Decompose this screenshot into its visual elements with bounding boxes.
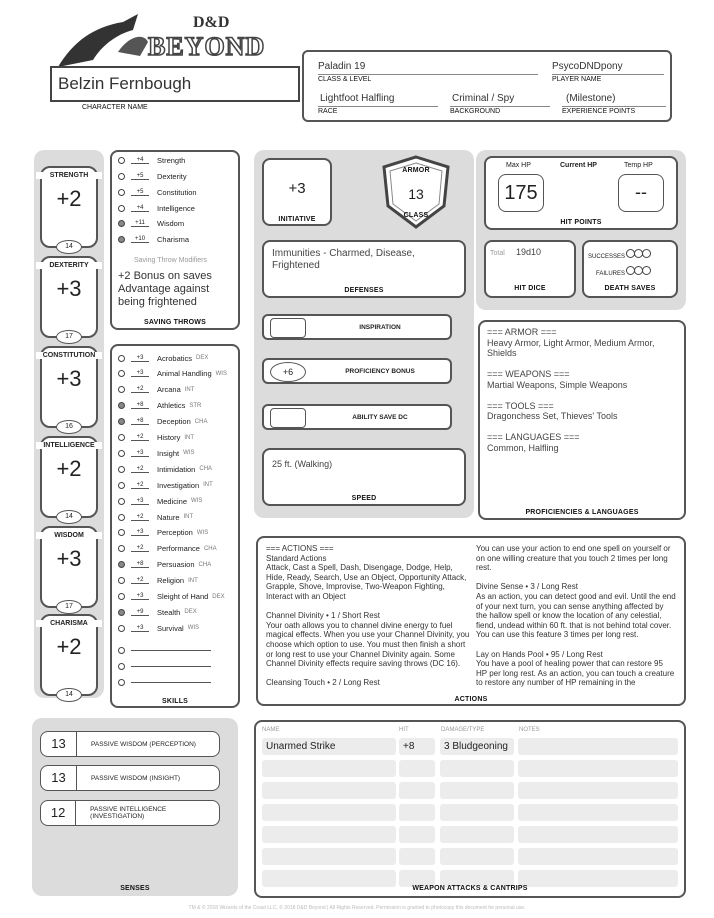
weapon-cell-name[interactable] — [262, 760, 396, 777]
current-hp-label: Current HP — [560, 162, 597, 169]
dnd-beyond-logo — [48, 12, 288, 72]
skill-row[interactable] — [118, 367, 227, 381]
sense-value[interactable]: 13 — [41, 732, 77, 756]
save-bonus: +5 — [131, 189, 149, 196]
xp-value[interactable]: (Milestone) — [566, 93, 616, 104]
sense-passive-investigation — [40, 800, 220, 826]
ability-name: WISDOM — [36, 532, 102, 539]
proficiency-dot[interactable] — [118, 386, 125, 393]
save-strength[interactable] — [118, 153, 185, 167]
skill-name: Nature — [157, 512, 180, 522]
skill-name: Perception — [157, 528, 193, 538]
skill-blank[interactable] — [118, 643, 211, 657]
skill-row[interactable] — [118, 542, 217, 556]
skill-ability: CHA — [199, 466, 213, 473]
skill-ability: WIS — [183, 450, 195, 457]
death-save-successes — [588, 249, 651, 260]
ability-modifier[interactable]: +3 — [56, 366, 82, 391]
weapon-cell-name[interactable] — [262, 826, 396, 843]
ability-name: INTELLIGENCE — [36, 442, 102, 449]
skill-blank[interactable] — [118, 659, 211, 673]
proficiency-dot[interactable] — [118, 625, 125, 632]
proficiency-dot[interactable] — [118, 355, 125, 362]
ability-strength — [40, 166, 98, 248]
proficiency-dot[interactable] — [118, 561, 125, 568]
save-bonus: +5 — [131, 173, 149, 180]
save-intelligence[interactable] — [118, 201, 195, 215]
sense-label: PASSIVE INTELLIGENCE (INVESTIGATION) — [90, 806, 167, 820]
skill-ability: CHA — [198, 561, 212, 568]
ability-intelligence — [40, 436, 98, 518]
skill-name: Intimidation — [157, 464, 196, 474]
proficiency-dot[interactable] — [118, 220, 125, 227]
sense-label: PASSIVE WISDOM (PERCEPTION) — [91, 740, 196, 748]
skill-ability: WIS — [196, 529, 209, 536]
skill-bonus: +3 — [131, 498, 149, 505]
speed-label: SPEED — [351, 495, 377, 502]
skill-name: Deception — [157, 417, 191, 427]
proficiency-dot[interactable] — [118, 205, 125, 212]
proficiency-dot[interactable] — [118, 236, 125, 243]
ability-dexterity — [40, 256, 98, 338]
proficiencies-text[interactable]: === ARMOR === Heavy Armor, Light Armor, Medium Armor, Shields === WEAPONS === Martial Weapons, Simple Weapons === TOOLS === Dragonchess Set, Thieves' Tools === LANGUAGES === Common, Halfling — [487, 327, 655, 453]
hit-dice-total-value[interactable]: 19d10 — [516, 247, 542, 257]
skill-row[interactable] — [118, 590, 225, 604]
skill-ability: CHA — [203, 545, 217, 552]
background-value[interactable]: Criminal / Spy — [452, 93, 515, 104]
player-name-label: PLAYER NAME — [552, 74, 664, 83]
skills-title: SKILLS — [161, 698, 189, 705]
skill-name: Animal Handling — [157, 369, 212, 379]
weapons-header-hit: HIT — [399, 727, 409, 733]
proficiency-dot[interactable] — [118, 514, 125, 521]
proficiency-label: PROFICIENCY BONUS — [345, 368, 415, 375]
skill-bonus: +8 — [131, 402, 149, 409]
proficiency-dot[interactable] — [118, 577, 125, 584]
proficiency-dot[interactable] — [118, 402, 125, 409]
max-hp-label: Max HP — [506, 162, 531, 169]
save-bonus: +4 — [131, 205, 149, 212]
skill-bonus: +8 — [131, 561, 149, 568]
ability-modifier[interactable]: +2 — [56, 634, 82, 659]
weapon-cell-hit[interactable] — [399, 804, 435, 821]
skill-row[interactable] — [118, 558, 211, 572]
proficiency-dot[interactable] — [118, 450, 125, 457]
weapon-cell-notes[interactable] — [518, 760, 678, 777]
actions-text-left[interactable]: === ACTIONS === Standard Actions Attack, Cast a Spell, Dash, Disengage, Dodge, Help, Hide, Ready, Search, Use an Object, Opportunity Attack, Grapple, Shove, Improvise, Two-Weapon Fighting, Interact with an Object Channel Divinity • 1 / Short Rest Your oath allows you to channel divine energy to fuel magical effects. When you use your Channel Divinity, you choose which option to use. You must then finish a short or long rest to use your Channel Divinity again. Some Channel Divinity effects require saving throws (DC 16). Cleansing Touch • 2 / Long Rest — [266, 544, 470, 688]
weapon-cell-damage[interactable] — [440, 782, 514, 799]
initiative-value[interactable]: +3 — [288, 180, 306, 197]
skill-row[interactable] — [118, 399, 201, 413]
death-saves-title: DEATH SAVES — [604, 285, 656, 292]
proficiency-dot[interactable] — [118, 370, 125, 377]
weapon-cell-hit[interactable] — [399, 760, 435, 777]
initiative-label: INITIATIVE — [278, 216, 316, 223]
sense-passive-insight — [40, 765, 220, 791]
save-dc-value[interactable] — [270, 408, 306, 428]
skill-name: Insight — [157, 448, 180, 458]
proficiency-dot[interactable] — [118, 434, 125, 441]
save-name: Constitution — [157, 187, 197, 197]
proficiency-dot[interactable] — [118, 545, 125, 552]
death-save-successes-label: SUCCESSES — [588, 254, 626, 260]
weapon-cell-hit[interactable] — [399, 826, 435, 843]
logo-beyond-text: BEYOND — [148, 32, 266, 61]
temp-hp-value[interactable]: -- — [635, 182, 647, 202]
success-circle[interactable] — [642, 249, 651, 258]
skill-name: Arcana — [157, 385, 181, 395]
skill-bonus: +3 — [131, 593, 149, 600]
weapon-cell-name[interactable]: Unarmed Strike — [262, 738, 396, 755]
ability-modifier[interactable]: +3 — [56, 276, 82, 301]
weapon-cell-damage[interactable] — [440, 848, 514, 865]
weapon-cell-name[interactable] — [262, 804, 396, 821]
skill-ability: DEX — [196, 355, 209, 361]
race-label: RACE — [318, 106, 438, 115]
defenses-text[interactable]: Immunities - Charmed, Disease, Frightened — [272, 248, 415, 271]
weapons-header-name: NAME — [262, 727, 280, 733]
skill-row[interactable] — [118, 431, 194, 445]
ability-score[interactable]: 17 — [56, 330, 82, 344]
skill-bonus: +3 — [131, 529, 149, 536]
save-wisdom[interactable] — [118, 216, 184, 230]
proficiency-dot[interactable] — [118, 189, 125, 196]
weapon-cell-damage[interactable] — [440, 826, 514, 843]
save-bonus: +11 — [131, 220, 149, 227]
proficiency-dot[interactable] — [118, 679, 125, 686]
sense-passive-perception — [40, 731, 220, 757]
ability-modifier[interactable]: +2 — [56, 456, 82, 481]
failure-circle[interactable] — [642, 266, 651, 275]
skill-row[interactable] — [118, 494, 202, 508]
skill-row[interactable] — [118, 383, 194, 397]
skill-bonus: +9 — [131, 609, 149, 616]
weapon-cell-name[interactable] — [262, 782, 396, 799]
skill-ability: INT — [184, 434, 195, 441]
footer-copyright: TM & © 2018 Wizards of the Coast LLC. © 2018 D&D Beyond | All Rights Reserved. Permission is granted to photocopy this document for personal use. — [188, 905, 526, 911]
ability-charisma — [40, 614, 98, 696]
skill-blank[interactable] — [118, 675, 211, 689]
saving-throw-modifiers-text[interactable]: +2 Bonus on saves Advantage against being frightened — [118, 270, 212, 308]
weapons-header-damage: DAMAGE/TYPE — [441, 727, 485, 733]
skill-row[interactable] — [118, 526, 208, 540]
skill-row[interactable] — [118, 462, 212, 476]
save-name: Charisma — [157, 234, 190, 244]
skill-bonus: +2 — [131, 386, 149, 393]
skill-row[interactable] — [118, 415, 207, 429]
save-dc-label: ABILITY SAVE DC — [352, 414, 408, 421]
ability-score[interactable]: 16 — [56, 420, 82, 434]
ability-constitution — [40, 346, 98, 428]
skill-ability: DEX — [184, 609, 197, 616]
ability-name: STRENGTH — [36, 172, 102, 179]
skill-ability: WIS — [215, 370, 227, 377]
save-name: Dexterity — [157, 171, 187, 181]
proficiency-dot[interactable] — [118, 609, 125, 616]
ability-score[interactable]: 14 — [56, 688, 82, 702]
proficiency-dot[interactable] — [118, 647, 125, 654]
senses-title: SENSES — [120, 885, 150, 892]
skill-bonus: +3 — [131, 370, 149, 377]
skill-ability: INT — [184, 386, 195, 393]
ability-score[interactable]: 14 — [56, 510, 82, 524]
skill-bonus: +3 — [131, 355, 149, 362]
weapon-cell-hit[interactable]: +8 — [399, 738, 435, 755]
ability-modifier[interactable]: +2 — [56, 186, 82, 211]
skill-bonus: +3 — [131, 450, 149, 457]
max-hp-value[interactable]: 175 — [504, 182, 538, 204]
inspiration-label: INSPIRATION — [359, 324, 401, 331]
save-dexterity[interactable] — [118, 169, 187, 183]
skill-bonus: +2 — [131, 434, 149, 441]
skill-name: Stealth — [157, 607, 181, 617]
skill-row[interactable] — [118, 574, 198, 588]
skill-row[interactable] — [118, 351, 208, 365]
proficiency-dot[interactable] — [118, 482, 125, 489]
race-value[interactable]: Lightfoot Halfling — [320, 93, 395, 104]
weapon-cell-notes[interactable] — [518, 804, 678, 821]
proficiency-dot[interactable] — [118, 157, 125, 164]
weapon-cell-notes[interactable] — [518, 826, 678, 843]
skill-bonus: +2 — [131, 482, 149, 489]
skill-name: Persuasion — [157, 560, 195, 570]
class-level-value[interactable]: Paladin 19 — [318, 61, 366, 72]
player-name-value[interactable]: PsycoDNDpony — [552, 61, 623, 72]
skill-ability: INT — [203, 482, 213, 489]
skill-name: Sleight of Hand — [157, 592, 209, 601]
speed-value[interactable]: 25 ft. (Walking) — [272, 459, 333, 469]
skill-ability: INT — [183, 514, 194, 520]
proficiency-dot[interactable] — [118, 418, 125, 425]
character-name-label: CHARACTER NAME — [82, 104, 148, 111]
skill-bonus: +3 — [131, 625, 149, 632]
proficiency-value[interactable]: +6 — [270, 362, 306, 382]
sense-label: PASSIVE WISDOM (INSIGHT) — [91, 774, 181, 782]
skill-name: Religion — [157, 576, 185, 586]
defenses-label: DEFENSES — [344, 287, 384, 294]
skill-row[interactable] — [118, 605, 197, 619]
ability-name: CHARISMA — [36, 620, 102, 627]
weapon-cell-notes[interactable] — [518, 782, 678, 799]
save-dc-bar — [262, 404, 452, 430]
weapons-title: WEAPON ATTACKS & CANTRIPS — [412, 885, 528, 892]
save-name: Wisdom — [157, 218, 185, 228]
ability-score[interactable]: 14 — [56, 240, 82, 254]
save-bonus: +10 — [131, 236, 149, 243]
skill-row[interactable] — [118, 478, 213, 492]
hit-points-title: HIT POINTS — [560, 219, 602, 226]
skill-name: Acrobatics — [157, 353, 193, 363]
actions-title: ACTIONS — [454, 696, 488, 703]
weapon-cell-name[interactable] — [262, 848, 396, 865]
save-bonus: +4 — [131, 157, 149, 164]
armor-class-label: CLASS — [403, 212, 429, 219]
proficiency-dot[interactable] — [118, 593, 125, 600]
class-level-label: CLASS & LEVEL — [318, 74, 538, 83]
proficiency-dot[interactable] — [118, 663, 125, 670]
skill-ability: DEX — [212, 593, 225, 600]
sense-value[interactable]: 13 — [41, 766, 77, 790]
weapon-cell-damage[interactable] — [440, 804, 514, 821]
saving-throw-modifiers-label: Saving Throw Modifiers — [134, 257, 208, 264]
ability-name: DEXTERITY — [36, 262, 102, 269]
skill-name: Medicine — [157, 496, 188, 506]
skill-ability: STR — [189, 402, 202, 409]
save-name: Intelligence — [157, 203, 195, 213]
proficiency-dot[interactable] — [118, 173, 125, 180]
hit-dice-title: HIT DICE — [514, 285, 546, 292]
ability-modifier[interactable]: +3 — [56, 546, 82, 571]
ability-wisdom — [40, 526, 98, 608]
ability-score[interactable]: 17 — [56, 600, 82, 614]
character-name[interactable]: Belzin Fernbough — [58, 74, 192, 93]
skill-ability: WIS — [191, 498, 203, 505]
actions-text-right[interactable]: You can use your action to end one spell on yourself or on one willing creature that you touch 2 times per long rest. Divine Sense • 3 / Long Rest As an action, you can detect good and evil. Until the end of your next turn, you can sense anything affected by the hallow spell or know the location of any celestial, fiend, undead within 60 ft. that is not behind total cover. You can use this feature 3 times per long rest. Lay on Hands Pool • 95 / Long Rest You have a pool of healing power that can restore 95 HP per long rest. As an action, you can touch a creature to restore any number of HP remaining in the — [476, 544, 676, 688]
death-save-failures-label: FAILURES — [596, 271, 626, 277]
temp-hp-label: Temp HP — [624, 162, 653, 169]
skill-ability: WIS — [187, 625, 200, 632]
save-name: Strength — [157, 155, 186, 165]
weapon-cell-hit[interactable] — [399, 782, 435, 799]
saving-throws-title: SAVING THROWS — [144, 319, 206, 326]
current-hp-value[interactable] — [552, 174, 610, 212]
skill-row[interactable] — [118, 510, 193, 524]
weapon-cell-damage[interactable]: 3 Bludgeoning — [440, 738, 514, 755]
sense-value[interactable]: 12 — [41, 801, 76, 825]
proficiencies-title: PROFICIENCIES & LANGUAGES — [525, 509, 639, 516]
weapons-header-notes: NOTES — [519, 727, 540, 733]
armor-class-value[interactable]: 13 — [408, 186, 424, 202]
weapon-cell-damage[interactable] — [440, 760, 514, 777]
hit-dice-total-label: Total — [490, 250, 505, 257]
skill-name: Investigation — [157, 480, 200, 490]
inspiration-bar[interactable] — [262, 314, 452, 340]
skill-name: Athletics — [157, 401, 186, 411]
weapon-cell-notes[interactable] — [518, 848, 678, 865]
background-label: BACKGROUND — [450, 106, 550, 115]
skill-bonus: +2 — [131, 466, 149, 473]
logo-dnd-text: D&D — [193, 14, 230, 31]
skill-bonus: +8 — [131, 418, 149, 425]
skill-ability: INT — [188, 577, 198, 584]
skill-bonus: +2 — [131, 577, 149, 584]
skill-bonus: +2 — [131, 514, 149, 521]
skill-name: Survival — [157, 623, 184, 633]
proficiency-bar — [262, 358, 452, 384]
weapon-cell-notes[interactable] — [518, 738, 678, 755]
skill-name: History — [157, 433, 181, 442]
death-save-failures — [596, 266, 651, 277]
weapon-cell-hit[interactable] — [399, 848, 435, 865]
skill-bonus: +2 — [131, 545, 149, 552]
skill-name: Performance — [157, 544, 200, 554]
ability-name: CONSTITUTION — [36, 352, 102, 359]
proficiency-dot[interactable] — [118, 498, 125, 505]
save-constitution[interactable] — [118, 185, 197, 199]
skill-ability: CHA — [194, 418, 208, 425]
proficiency-dot[interactable] — [118, 529, 125, 536]
proficiency-dot[interactable] — [118, 466, 125, 473]
skill-row[interactable] — [118, 446, 194, 460]
xp-label: EXPERIENCE POINTS — [562, 106, 666, 115]
armor-label: ARMOR — [402, 167, 430, 174]
skill-row[interactable] — [118, 621, 199, 635]
inspiration-value[interactable] — [270, 318, 306, 338]
save-charisma[interactable] — [118, 232, 189, 246]
